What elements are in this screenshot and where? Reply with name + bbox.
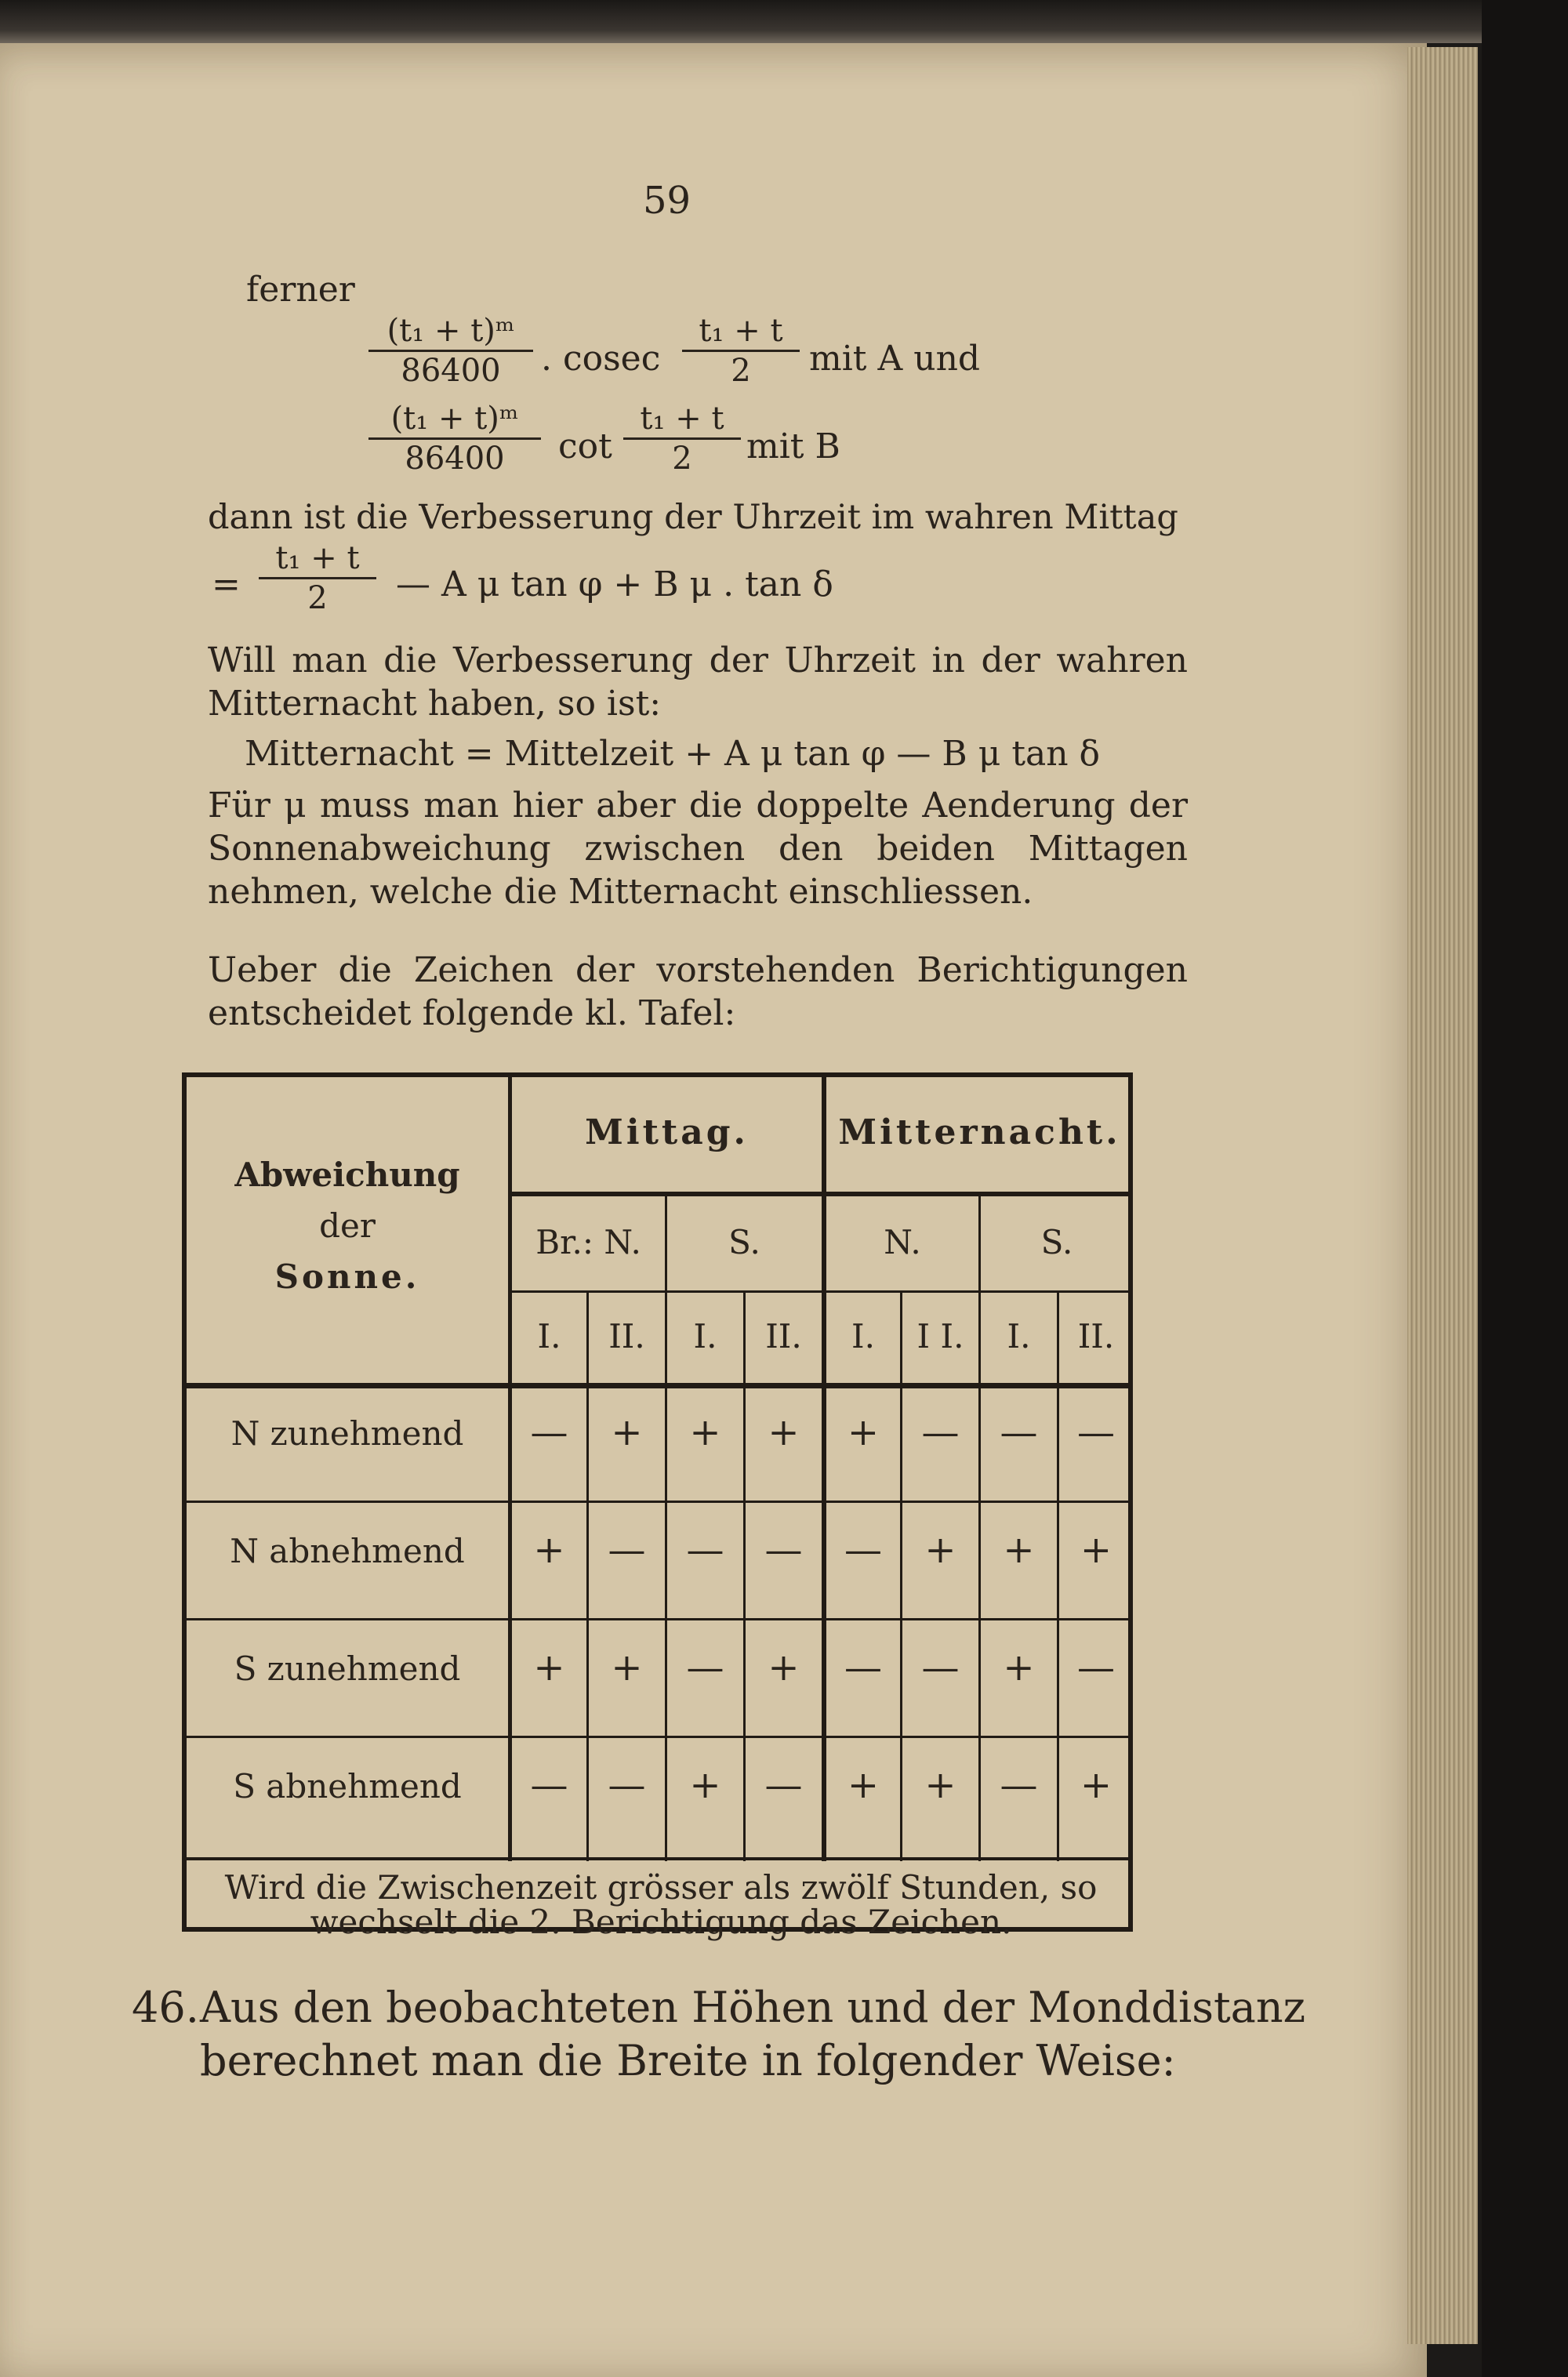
formula2-denominator: 86400 — [405, 441, 505, 477]
paragraph-fur: Für μ muss man hier aber die doppelte Aenderung der Sonnenabweichung zwischen den beiden Mittagen nehmen, welche die Mitternacht einschliessen. — [208, 786, 1188, 912]
table-note: Wird die Zwischenzeit grösser als zwölf Stunden, so wechselt die 2. Berichtigung das Zeichen. — [224, 1868, 1098, 1941]
sign-cell: — — [1000, 1763, 1038, 1807]
sign-cell: + — [847, 1763, 880, 1807]
header-sonne: Sonne. — [274, 1257, 420, 1296]
sign-cell: — — [844, 1528, 882, 1572]
row-label: N zunehmend — [230, 1414, 464, 1453]
formula2-fraction — [368, 401, 541, 476]
sign-cell: + — [611, 1646, 643, 1689]
subheader-mitternacht-n: N. — [884, 1223, 921, 1261]
subheader-roman: I. — [537, 1317, 561, 1355]
formula1-numerator: (t₁ + t)ᵐ — [387, 313, 515, 349]
subheader-roman: II. — [1077, 1317, 1115, 1355]
header-der: der — [319, 1207, 376, 1245]
formula1-half-fraction — [682, 314, 800, 388]
sign-cell: — — [530, 1410, 568, 1454]
sign-cell: + — [1003, 1528, 1035, 1572]
sign-cell: + — [533, 1646, 565, 1689]
sign-cell: — — [686, 1528, 724, 1572]
formula2-cot: cot — [558, 426, 612, 466]
header-abweichung: Abweichung — [234, 1156, 460, 1194]
fraction-bar — [682, 350, 800, 352]
sign-cell: + — [1080, 1528, 1112, 1572]
sign-cell: — — [608, 1528, 646, 1572]
formula2-half-numerator: t₁ + t — [640, 401, 724, 437]
book-spine — [1482, 0, 1568, 2377]
equation-tail: — A μ tan φ + B μ . tan δ — [396, 564, 833, 604]
formula2-tail: mit B — [746, 426, 840, 466]
sign-cell: — — [764, 1528, 803, 1572]
section-text-line1: Aus den beobachteten Höhen und der Monddistanz — [200, 1983, 1306, 2032]
equation-fraction — [259, 541, 376, 615]
formula2-numerator: (t₁ + t)ᵐ — [390, 401, 519, 437]
sign-cell: + — [924, 1763, 956, 1807]
sign-table — [182, 1072, 1133, 1941]
subheader-mitternacht-s: S. — [1040, 1223, 1073, 1261]
formula1-fraction — [368, 314, 533, 388]
row-label: S abnehmend — [233, 1767, 462, 1805]
fraction-bar — [368, 437, 541, 440]
paragraph-will: Will man die Verbesserung der Uhrzeit in der wahren Mitternacht haben, so ist: — [208, 641, 1188, 724]
subheader-roman: II. — [608, 1317, 645, 1355]
formula2-half-fraction — [623, 401, 741, 476]
equation-mitternacht: Mitternacht = Mittelzeit + A μ tan φ — B μ tan δ — [245, 734, 1101, 774]
formula1-half-numerator: t₁ + t — [699, 313, 783, 349]
sign-cell: + — [1080, 1763, 1112, 1807]
sign-cell: — — [1077, 1410, 1115, 1454]
sign-cell: — — [1000, 1410, 1038, 1454]
formula1-half-denominator: 2 — [731, 353, 751, 389]
subheader-roman: II. — [765, 1317, 802, 1355]
sign-cell: + — [689, 1410, 721, 1454]
sign-cell: — — [921, 1646, 960, 1689]
sign-cell: + — [611, 1410, 643, 1454]
sign-cell: + — [768, 1646, 800, 1689]
sign-cell: + — [768, 1410, 800, 1454]
formula1-denominator: 86400 — [401, 353, 501, 389]
equation-numerator: t₁ + t — [275, 540, 360, 576]
header-mittag: Mittag. — [585, 1112, 749, 1152]
header-mitternacht: Mitternacht. — [838, 1112, 1121, 1152]
formula1-cosec: . cosec — [541, 339, 661, 379]
equation-equals: = — [212, 564, 241, 604]
fraction-bar — [368, 350, 533, 352]
sign-cell: — — [921, 1410, 960, 1454]
formula2-half-denominator: 2 — [672, 441, 692, 477]
sign-cell: + — [847, 1410, 880, 1454]
subheader-roman: I I. — [916, 1317, 964, 1355]
sign-cell: — — [686, 1646, 724, 1689]
text-dann: dann ist die Verbesserung der Uhrzeit im wahren Mittag — [208, 498, 1178, 537]
subheader-mittag-n: Br.: N. — [535, 1223, 641, 1261]
sign-cell: — — [1077, 1646, 1115, 1689]
fraction-bar — [259, 577, 376, 579]
sign-cell: — — [844, 1646, 882, 1689]
fraction-bar — [623, 437, 741, 440]
formula1-tail: mit A und — [809, 339, 981, 379]
row-label: S zunehmend — [234, 1649, 461, 1688]
sign-cell: — — [530, 1763, 568, 1807]
section-text-line2: berechnet man die Breite in folgender Weise: — [200, 2036, 1176, 2085]
row-label: N abnehmend — [230, 1532, 465, 1570]
paragraph-ueber: Ueber die Zeichen der vorstehenden Berichtigungen entscheidet folgende kl. Tafel: — [208, 950, 1188, 1033]
sign-cell: — — [764, 1763, 803, 1807]
sign-cell: + — [924, 1528, 956, 1572]
subheader-roman: I. — [1007, 1317, 1031, 1355]
sign-cell: — — [608, 1763, 646, 1807]
sign-cell: + — [533, 1528, 565, 1572]
subheader-mittag-s: S. — [728, 1223, 760, 1261]
page-number: 59 — [643, 179, 691, 223]
sign-cell: + — [689, 1763, 721, 1807]
page-edges — [1407, 47, 1478, 2344]
equation-denominator: 2 — [307, 580, 328, 616]
subheader-roman: I. — [693, 1317, 717, 1355]
text-ferner: ferner — [246, 270, 355, 310]
subheader-roman: I. — [851, 1317, 875, 1355]
sign-cell: + — [1003, 1646, 1035, 1689]
section-number: 46. — [132, 1983, 199, 2032]
top-shadow — [0, 0, 1482, 43]
